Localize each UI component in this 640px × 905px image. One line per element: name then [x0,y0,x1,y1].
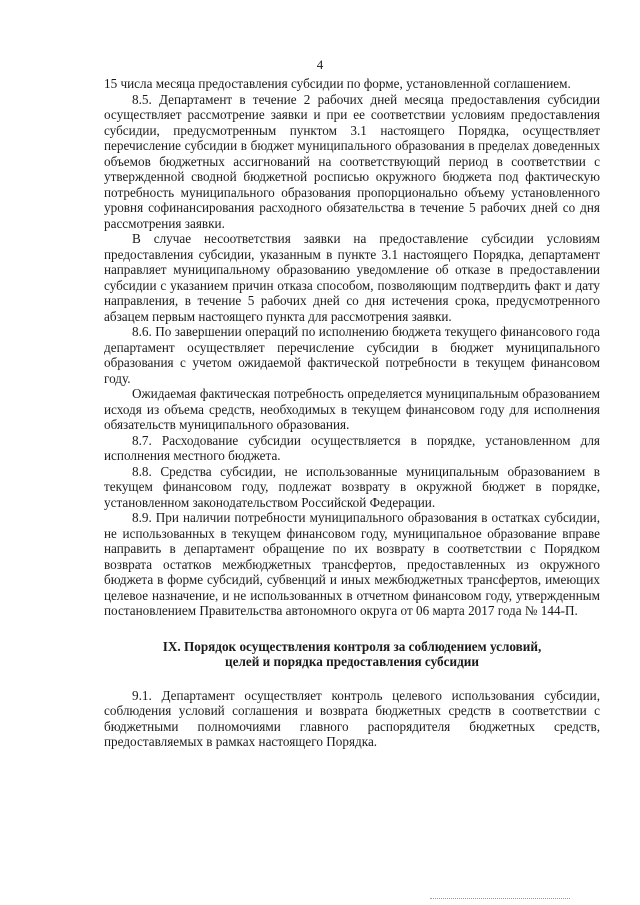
paragraph-8-6: 8.6. По завершении операций по исполнению бюджета текущего финансового года департамент осуществляет перечисление субсидии в бюджет муниципального образования с учетом ожидаемой фактической потребности в текущем финансовом году. [104,324,600,386]
section-title-line-2: целей и порядка предоставления субсидии [225,654,479,669]
paragraph-8-6-expected-need: Ожидаемая фактическая потребность определяется муниципальным образованием исходя из объема средств, необходимых в текущем финансовом году для исполнения обязательств муниципального образования. [104,386,600,432]
paragraph-8-5: 8.5. Департамент в течение 2 рабочих дней месяца предоставления субсидии осуществляет рассмотрение заявки и при ее соответствии условиям предоставления субсидии, предусмотренным пунктом 3.1 настоящего Порядка, осуществляет перечисление субсидии в бюджет муниципального образования в пределах доведенных объемов бюджетных ассигнований на соответствующий период в соответствии с утвержденной сводной бюджетной росписью окружного бюджета под фактическую потребность муниципального образования пропорционально объему установленного уровня софинансирования расходного обязательства в течение 5 рабочих дней со дня рассмотрения заявки. [104,91,600,231]
paragraph-8-9: 8.9. При наличии потребности муниципального образования в остатках субсидии, не использованных в текущем финансовом году, муниципальное образование вправе направить в департамент обращение по их возврату в соответствии с Порядком возврата остатков межбюджетных трансфертов, предоставленных из окружного бюджета в форме субсидий, субвенций и иных межбюджетных трансфертов, имеющих целевое назначение, и не использованных в отчетном финансовом году, утвержденным постановлением Правительства автономного округа от 06 марта 2017 года № 144-П. [104,510,600,618]
section-title [104,639,600,670]
section-title-line-1: IX. Порядок осуществления контроля за соблюдением условий, [162,638,542,654]
paragraph-8-7: 8.7. Расходование субсидии осуществляется в порядке, установленном для исполнения местного бюджета. [104,432,600,463]
paragraph-8-5-refusal: В случае несоответствия заявки на предоставление субсидии условиям предоставления субсидии, указанным в пункте 3.1 настоящего Порядка, департамент направляет муниципальному образованию уведомление об отказе в предоставлении субсидии с указанием причин отказа способом, позволяющим подтвердить факт и дату направления, в течение 5 рабочих дней со дня истечения срока, предусмотренного абзацем первым настоящего пункта для рассмотрения заявки. [104,231,600,324]
page-number: 4 [316,57,324,72]
scan-edge-mark [430,896,570,899]
document-body [104,76,600,750]
paragraph-8-8: 8.8. Средства субсидии, не использованные муниципальным образованием в текущем финансовом году, подлежат возврату в окружной бюджет в порядке, установленном законодательством Российской Федерации. [104,463,600,510]
paragraph-continuation: 15 числа месяца предоставления субсидии по форме, установленной соглашением. [104,76,571,91]
paragraph-9-1: 9.1. Департамент осуществляет контроль целевого использования субсидии, соблюдения условий соглашения и возврата бюджетных средств в соответствии с бюджетными полномочиями главного распорядителя бюджетных средств, предоставляемых в рамках настоящего Порядка. [104,687,600,749]
